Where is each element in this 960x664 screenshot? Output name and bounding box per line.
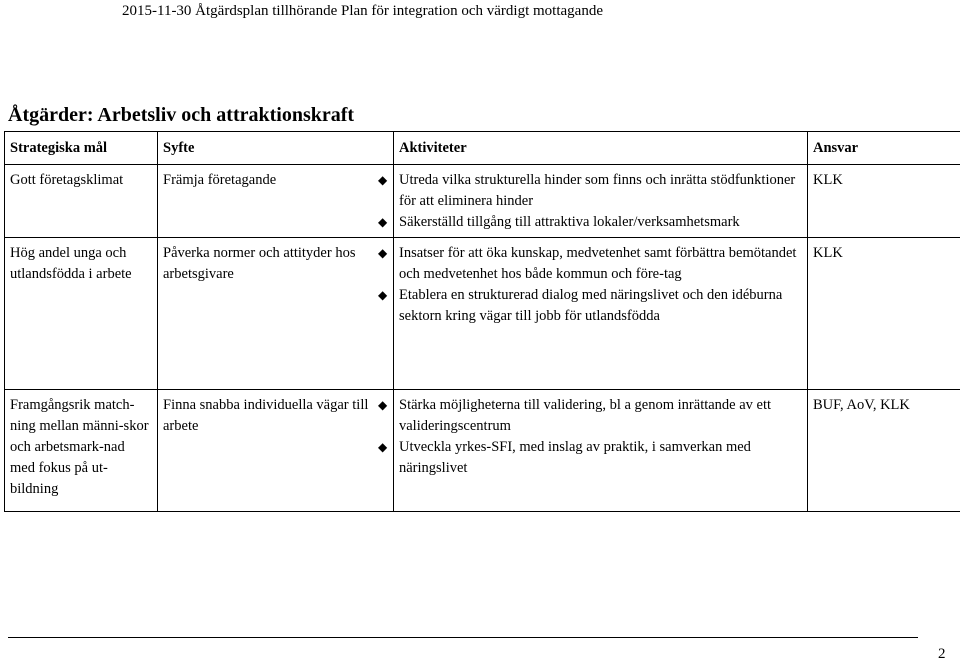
table-row: [5, 238, 960, 390]
list-item: [378, 285, 802, 327]
activities-cell: [378, 390, 808, 512]
table-header-row: [5, 132, 960, 165]
bullet-icon: ◆: [378, 398, 388, 412]
activity-text: Utveckla yrkes-SFI, med inslag av praktik, i samverkan med näringslivet: [399, 439, 751, 476]
activity-list: [378, 170, 802, 233]
table-row: [5, 165, 960, 238]
list-item: [378, 395, 802, 437]
bullet-icon: ◆: [378, 215, 388, 229]
column-header-activities: Aktiviteter: [394, 132, 808, 165]
goal-cell: Gott företagsklimat: [5, 165, 158, 238]
activity-text: Insatser för att öka kunskap, medvetenhet samt förbättra bemötandet och medvetenhet hos både kommun och före-tag: [399, 245, 797, 282]
activity-list: [378, 395, 802, 479]
running-header: 2015-11-30 Åtgärdsplan tillhörande Plan för integration och värdigt mottagande: [122, 3, 603, 19]
activities-cell: [378, 165, 808, 238]
page-number: 2: [938, 646, 946, 662]
activity-text: Stärka möjligheterna till validering, bl a genom inrättande av ett valideringscentrum: [399, 397, 772, 434]
activity-list: [378, 243, 802, 327]
action-table: [4, 131, 960, 512]
list-item: [378, 212, 802, 233]
responsible-cell: KLK: [808, 238, 960, 390]
purpose-cell: Påverka normer och attityder hos arbetsgivare: [158, 238, 394, 390]
responsible-cell: BUF, AoV, KLK: [808, 390, 960, 512]
responsible-cell: KLK: [808, 165, 960, 238]
list-item: [378, 170, 802, 212]
purpose-cell: Finna snabba individuella vägar till arbete: [158, 390, 394, 512]
activity-text: Säkerställd tillgång till attraktiva lokaler/verksamhetsmark: [399, 214, 740, 230]
footer-divider: [8, 637, 918, 638]
bullet-icon: ◆: [378, 246, 388, 260]
goal-cell: Framgångsrik match-ning mellan männi-skor och arbetsmark-nad med fokus på ut-bildning: [5, 390, 158, 512]
column-header-purpose: Syfte: [158, 132, 394, 165]
column-header-goal: Strategiska mål: [5, 132, 158, 165]
bullet-icon: ◆: [378, 288, 388, 302]
bullet-icon: ◆: [378, 173, 388, 187]
bullet-icon: ◆: [378, 440, 388, 454]
goal-cell: Hög andel unga och utlandsfödda i arbete: [5, 238, 158, 390]
column-header-responsible: Ansvar: [808, 132, 960, 165]
activities-cell: [378, 238, 808, 390]
activity-text: Utreda vilka strukturella hinder som finns och inrätta stödfunktioner för att eliminera hinder: [399, 172, 796, 209]
list-item: [378, 243, 802, 285]
purpose-cell: Främja företagande: [158, 165, 394, 238]
activity-text: Etablera en strukturerad dialog med näringslivet och den idéburna sektorn kring vägar till jobb för utlandsfödda: [399, 287, 783, 324]
list-item: [378, 437, 802, 479]
table-row: [5, 390, 960, 512]
section-title: Åtgärder: Arbetsliv och attraktionskraft: [8, 104, 355, 126]
